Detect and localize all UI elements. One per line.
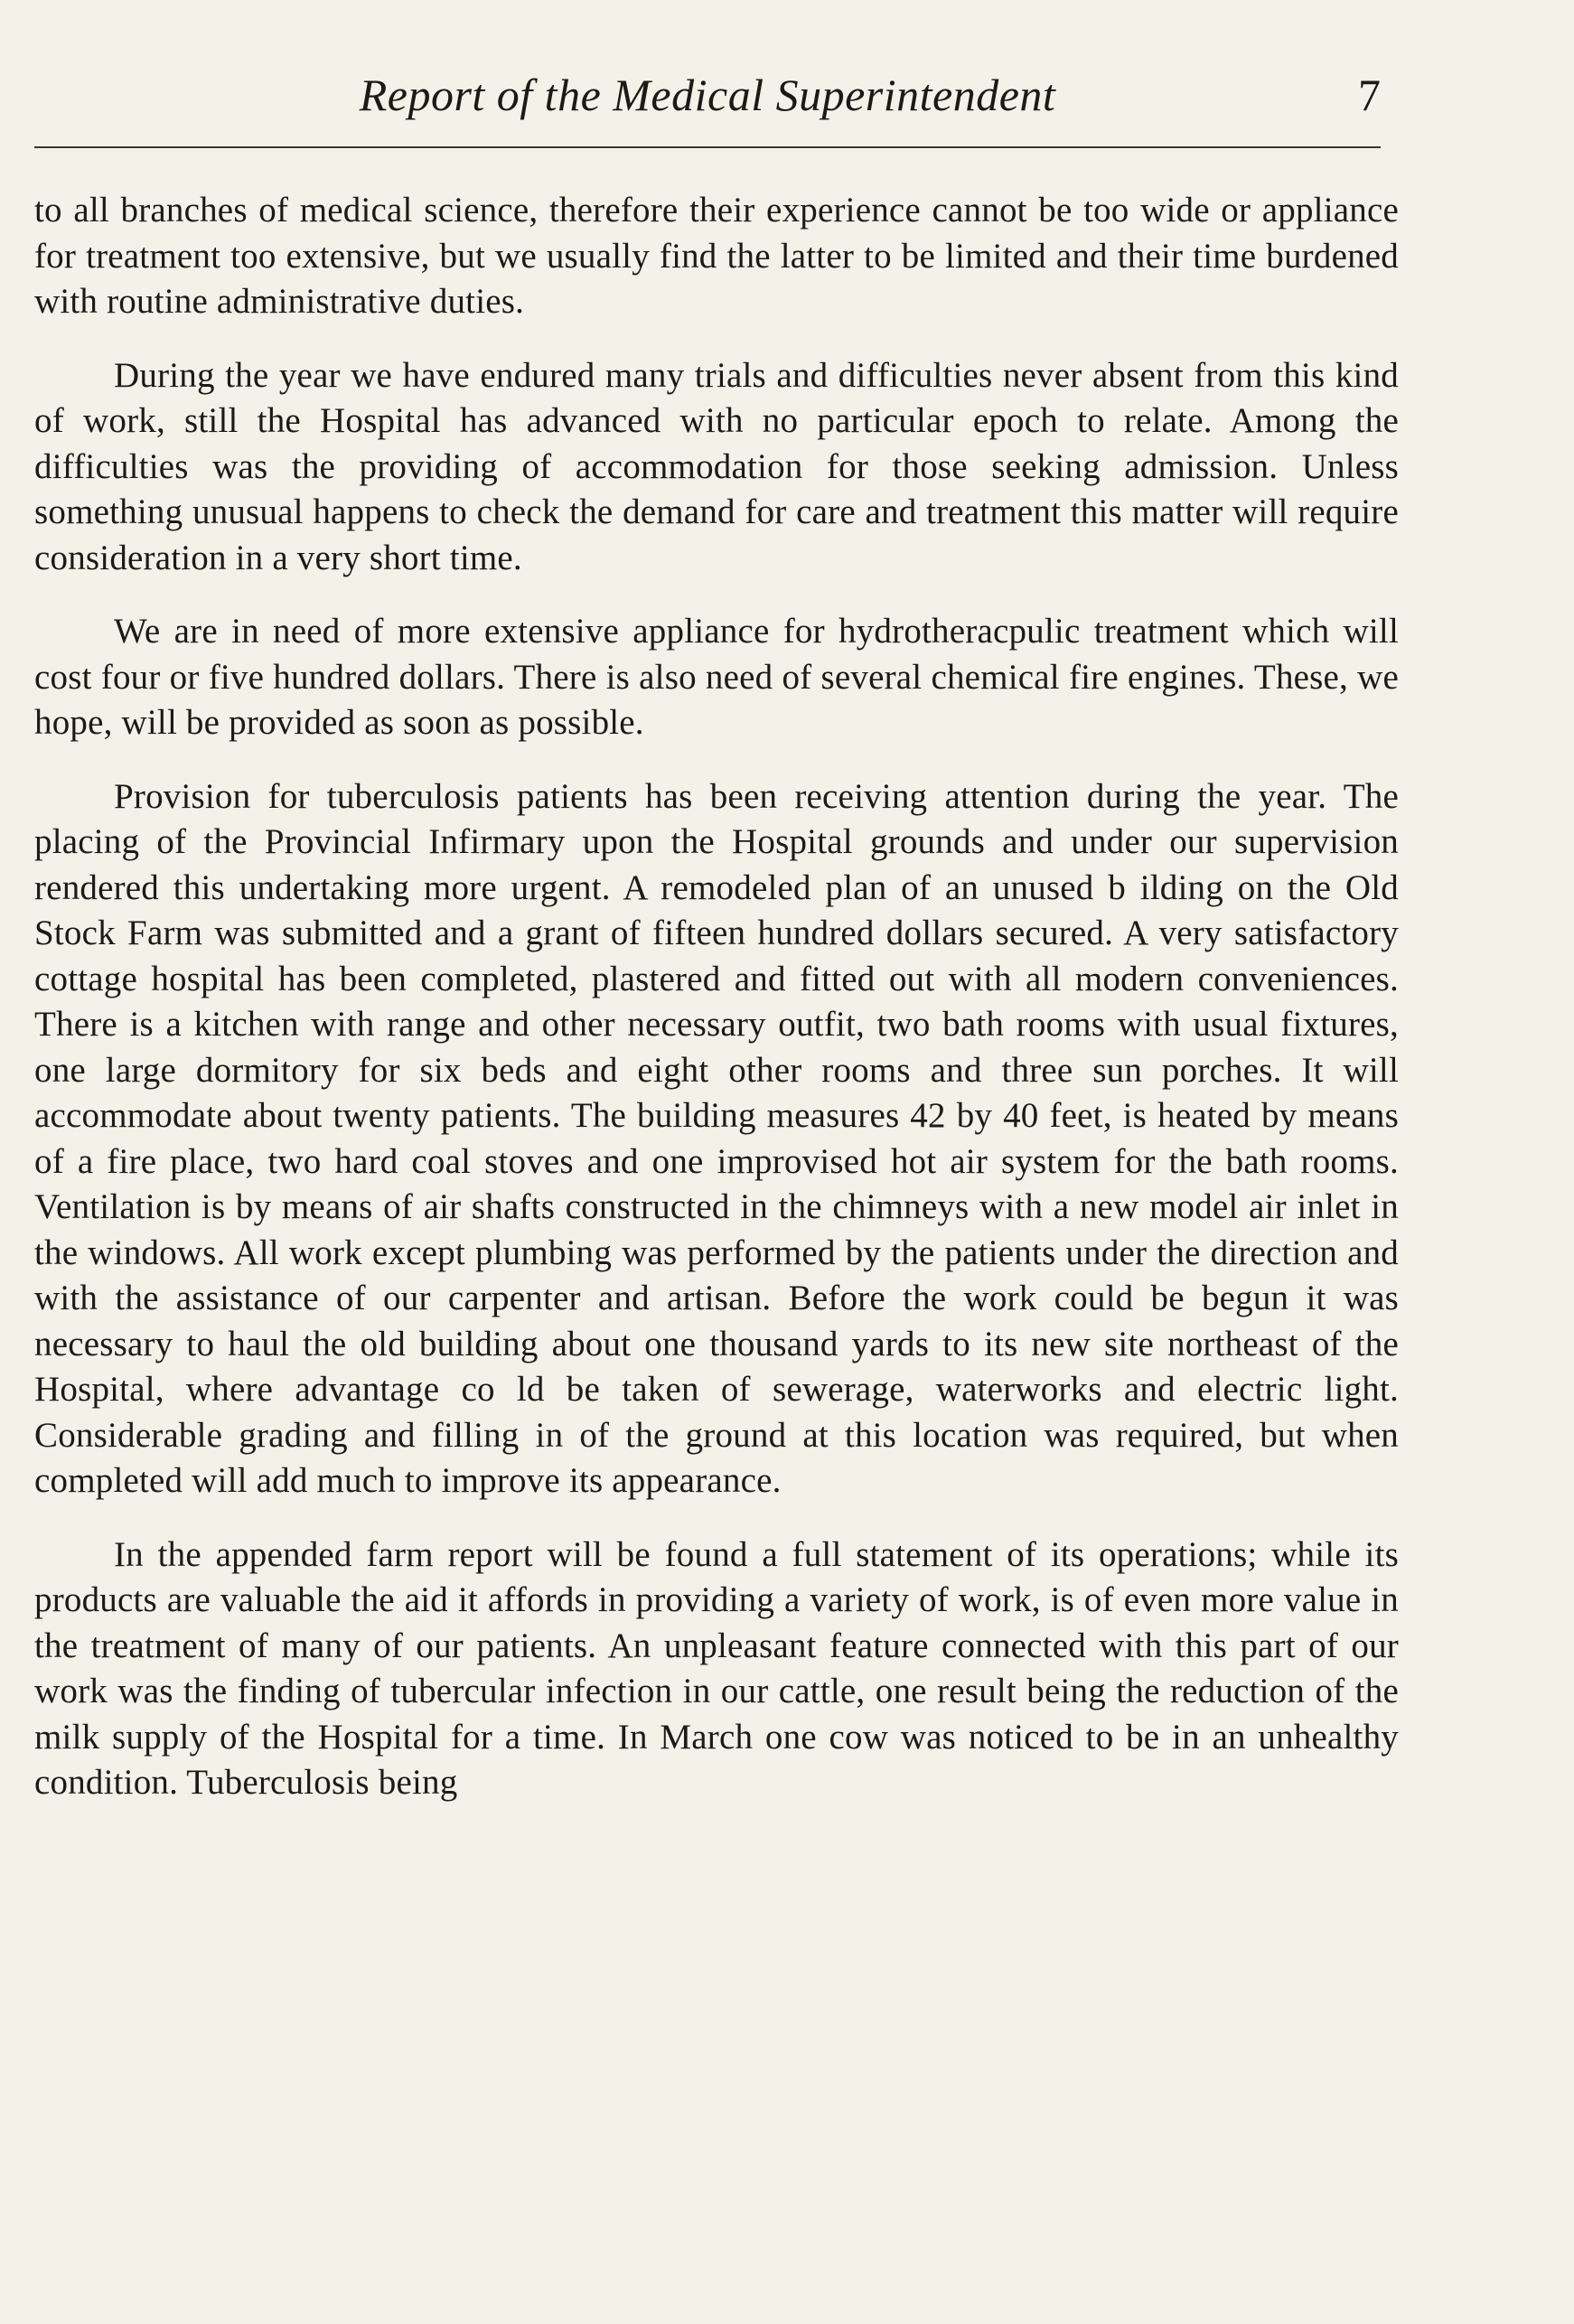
paragraph-appliance-needs: We are in need of more extensive appliance for hydrotheracpulic treatment which will cost four or five hundred dollars. There is also need of several chemical fire engines. These, we hope, will be provided as soon as possible. — [34, 612, 1399, 742]
running-head — [34, 63, 1381, 127]
paragraph-trials-difficulties: During the year we have endured many trials and difficulties never absent from this kind of work, still the Hospital has advanced with no particular epoch to relate. Among the difficulties was the providing of accommodation for those seeking admission. Unless something unusual happens to check the demand for care and treatment this matter will require consideration in a very short time. — [34, 355, 1399, 577]
body-text — [34, 188, 1399, 1834]
paragraph-continuation: to all branches of medical science, therefore their experience cannot be too wide or appliance for treatment too extensive, but we usually find the latter to be limited and their time burdened with routine administrative duties. — [34, 191, 1399, 321]
page-number: 7 — [1358, 70, 1381, 120]
header-rule — [34, 146, 1381, 148]
paragraph-tuberculosis-provision: Provision for tuberculosis patients has been receiving attention during the year. The placing of the Provincial Infirmary upon the Hospital grounds and under our supervision rendered this undertaking more urgent. A remodeled plan of an unused b ilding on the Old Stock Farm was submitted and a grant of fifteen hundred dollars secured. A very satisfactory cottage hospital has been completed, plastered and fitted out with all modern conveniences. There is a kitchen with range and other necessary outfit, two bath rooms with usual fixtures, one large dormitory for six beds and eight other rooms and three sun porches. It will accommodate about twenty patients. The building measures 42 by 40 feet, is heated by means of a fire place, two hard coal stoves and one improvised hot air system for the bath rooms. Ventilation is by means of air shafts constructed in the chimneys with a new model air inlet in the windows. All work except plumbing was performed by the patients under the direction and with the assistance of our carpenter and artisan. Before the work could be begun it was necessary to haul the old building about one thousand yards to its new site northeast of the Hospital, where advantage co ld be taken of sewerage, waterworks and electric light. Considerable grading and filling in of the ground at this location was required, but when completed will add much to improve its appearance. — [34, 776, 1399, 1500]
paragraph-farm-report: In the appended farm report will be found a full statement of its operations; while its products are valuable the aid it affords in providing a variety of work, is of even more value in the treatment of many of our patients. An unpleasant feature connected with this part of our work was the finding of tubercular infection in our cattle, one result being the reduction of the milk supply of the Hospital for a time. In March one cow was noticed to be in an unhealthy condition. Tuberculosis being — [34, 1534, 1399, 1802]
running-title: Report of the Medical Superintendent — [359, 70, 1056, 120]
